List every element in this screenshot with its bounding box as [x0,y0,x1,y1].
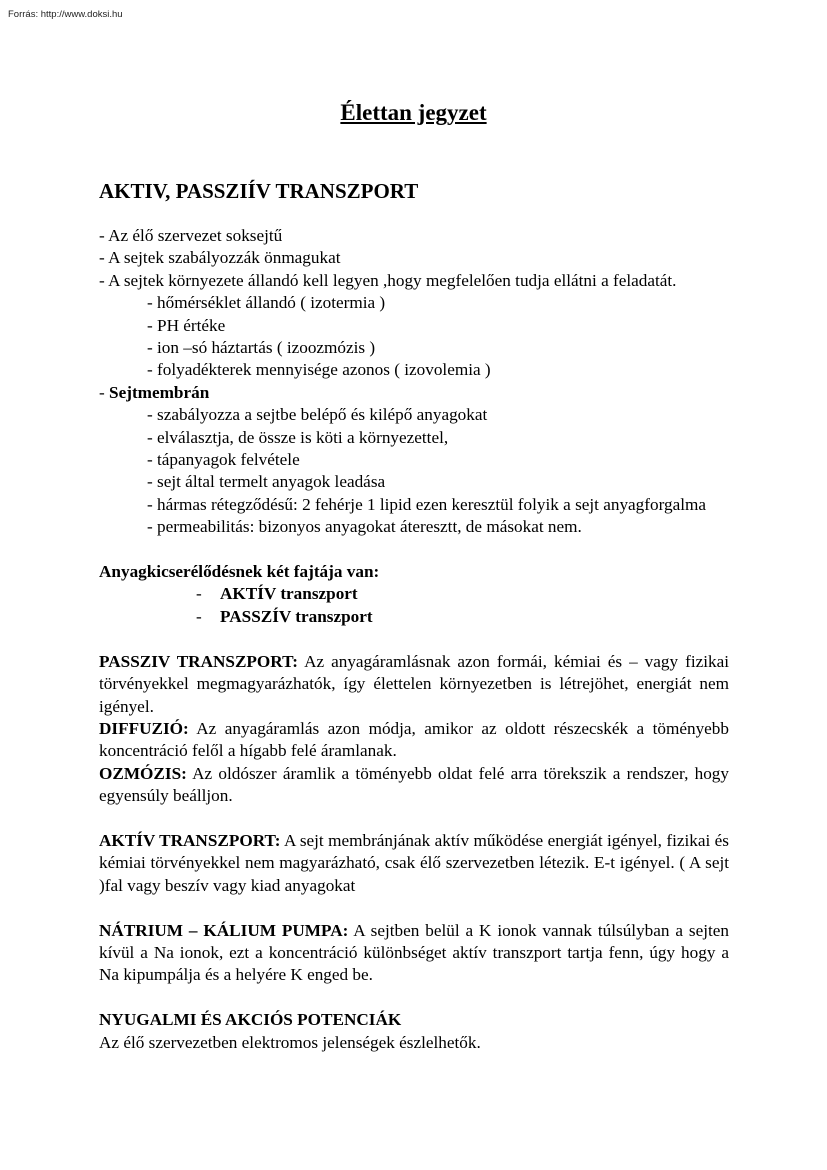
passive-paragraph: PASSZIV TRANSZPORT: Az anyagáramlásnak azon formái, kémiai és – vagy fizikai törvényekkel megmagyarázhatók, így élettelen környezetben is létrejöhet, energiát nem igényel. [99,651,729,716]
membrane-item: - szabályozza a sejtbe belépő és kilépő anyagokat [147,405,488,425]
membrane-item: - sejt által termelt anyagok leadása [147,472,386,492]
homeostasis-item: - folyadékterek mennyisége azonos ( izovolemia ) [147,360,491,380]
membrane-prefix: - [99,382,110,402]
osmosis-label: OZMÓZIS: [99,763,187,783]
membrane-heading [99,382,729,404]
pump-paragraph: NÁTRIUM – KÁLIUM PUMPA: A sejtben belül a K ionok vannak túlsúlyban a sejten kívül a Na ionok, ezt a koncentráció különbséget aktív transzport tartja fenn, úgy hogy a Na kipumpálja és a helyére K enged be. [99,920,729,985]
membrane-item: - hármas rétegződésű: 2 fehérje 1 lipid ezen keresztül folyik a sejt anyagforgalma [147,494,707,514]
homeostasis-item: - hőmérséklet állandó ( izotermia ) [147,293,386,313]
diffusion-label: DIFFUZIÓ: [99,718,189,738]
active-label: AKTÍV TRANSZPORT: [99,830,281,850]
page-title: Élettan jegyzet [340,100,487,125]
document-body [99,177,729,1054]
passive-label: PASSZIV TRANSZPORT: [99,651,299,671]
potentials-heading: NYUGALMI ÉS AKCIÓS POTENCIÁK [99,1010,402,1030]
exchange-heading: Anyagkicserélődésnek két fajtája van: [99,562,380,582]
membrane-item: - permeabilitás: bizonyos anyagokat áteresztt, de másokat nem. [147,517,582,537]
membrane-item: - elválasztja, de össze is köti a környezettel, [147,427,449,447]
potentials-text: Az élő szervezetben elektromos jelenségek észlelhetők. [99,1032,481,1052]
intro-line: - A sejtek szabályozzák önmagukat [99,248,341,268]
diffusion-paragraph: DIFFUZIÓ: Az anyagáramlás azon módja, amikor az oldott részecskék a töményebb koncentráció felől a hígabb felé áramlanak. [99,718,729,761]
section-heading: AKTIV, PASSZIÍV TRANSZPORT [99,179,419,203]
exchange-type: - AKTÍV transzport [196,584,358,604]
active-paragraph: AKTÍV TRANSZPORT: A sejt membránjának aktív működése energiát igényel, fizikai és kémiai törvényekkel nem magyarázható, csak élő szervezetben létezik. E-t igényel. ( A sejt )fal vagy beszív vagy kiad anyagokat [99,830,729,895]
intro-line: - Az élő szervezet soksejtű [99,226,283,245]
exchange-type: - PASSZÍV transzport [196,606,373,626]
homeostasis-item: - ion –só háztartás ( izoozmózis ) [147,338,376,358]
intro-line: - A sejtek környezete állandó kell legyen ,hogy megfelelően tudja ellátni a feladatát. [99,270,677,290]
membrane-item: - tápanyagok felvétele [147,450,300,470]
homeostasis-item: - PH értéke [147,315,226,335]
membrane-label: Sejtmembrán [109,382,210,402]
osmosis-paragraph: OZMÓZIS: Az oldószer áramlik a töményebb oldat felé arra törekszik a rendszer, hogy egyensúly beálljon. [99,763,729,806]
source-label: Forrás: http://www.doksi.hu [8,9,123,20]
pump-label: NÁTRIUM – KÁLIUM PUMPA: [99,920,349,940]
